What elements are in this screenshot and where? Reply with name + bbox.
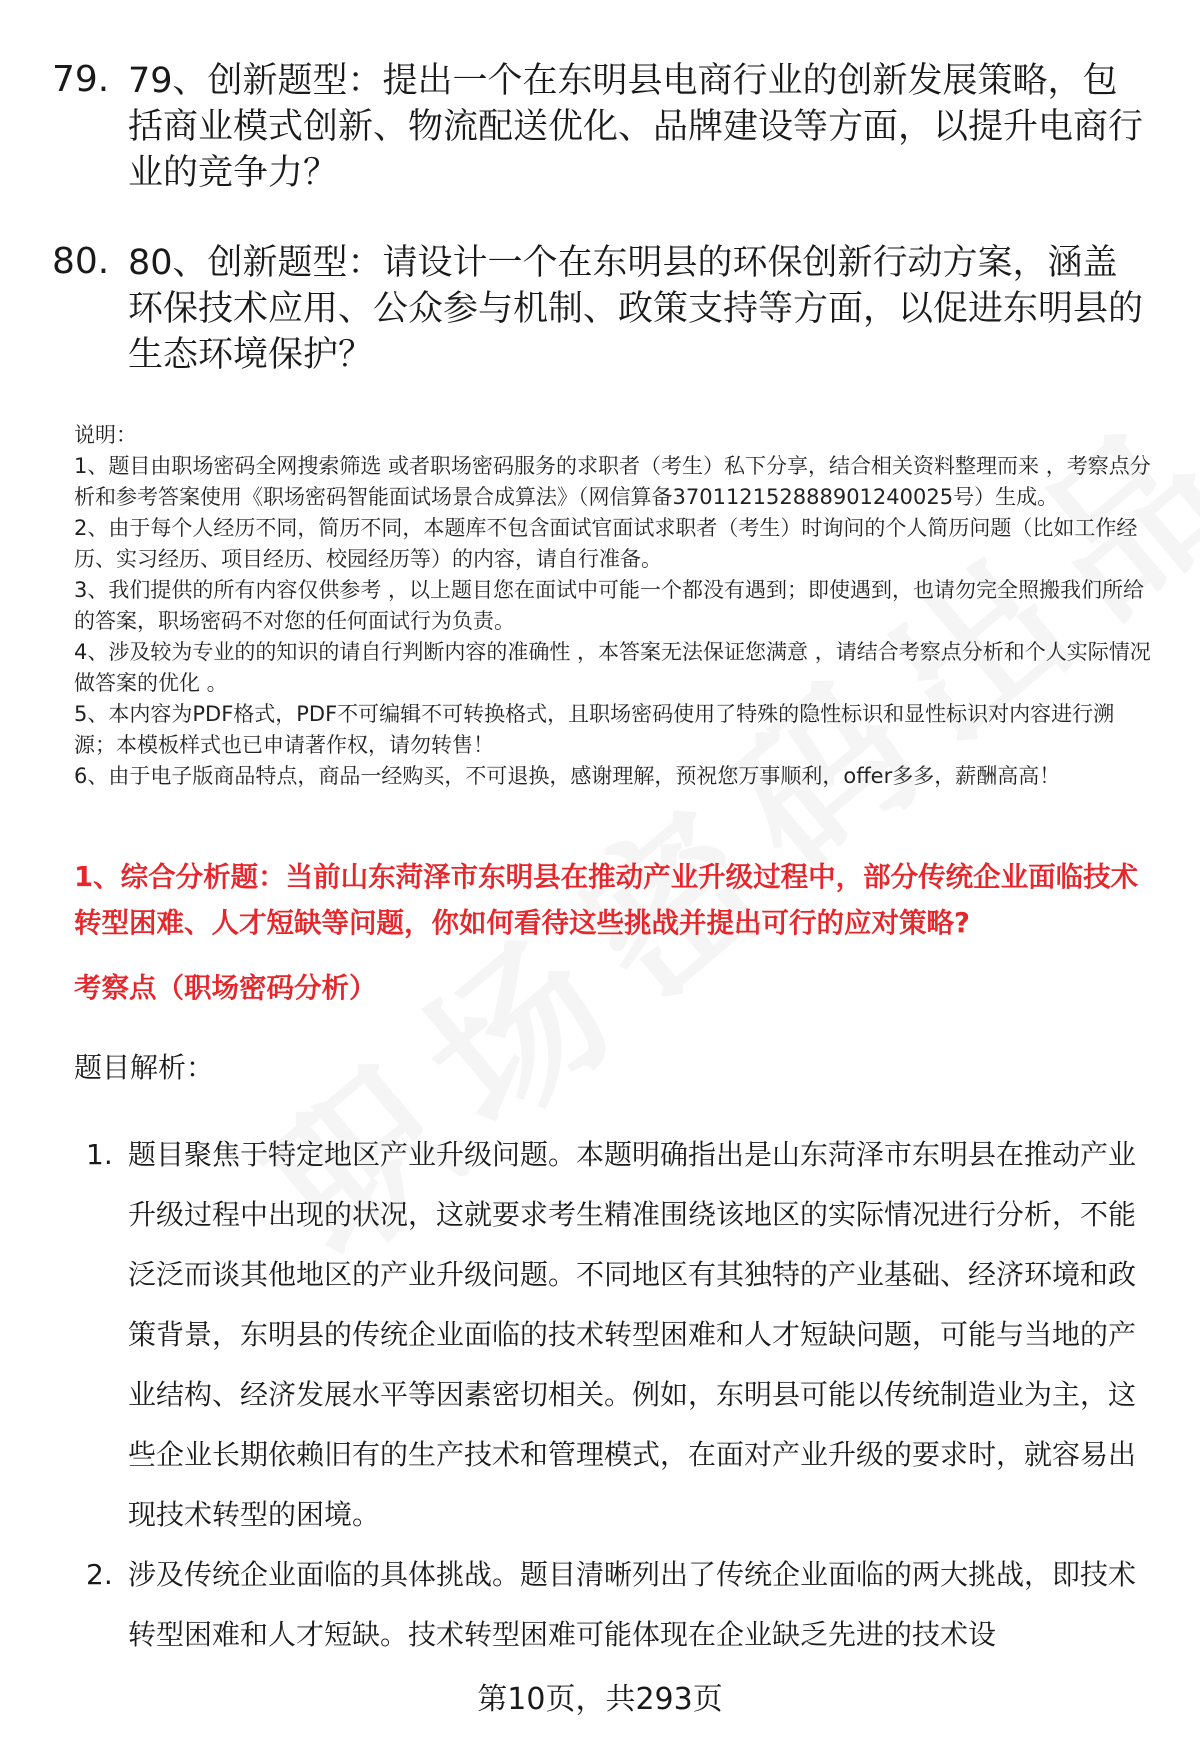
note-item: 2、由于每个人经历不同，简历不同，本题库不包含面试官面试求职者（考生）时询问的个人简历问题（比如工作经历、实习经历、项目经历、校园经历等）的内容，请自行准备。 [74,516,1138,571]
note-item: 6、由于电子版商品特点，商品一经购买，不可退换，感谢理解，预祝您万事顺利，offer多多，薪酬高高！ [74,764,1061,788]
item-text: 题目聚焦于特定地区产业升级问题。本题明确指出是山东菏泽市东明县在推动产业升级过程中出现的状况，这就要求考生精准围绕该地区的实际情况进行分析，不能泛泛而谈其他地区的产业升级问题。不同地区有其独特的产业基础、经济环境和政策背景，东明县的传统企业面临的技术转型困难和人才短缺问题，可能与当地的产业结构、经济发展水平等因素密切相关。例如，东明县可能以传统制造业为主，这些企业长期依赖旧有的生产技术和管理模式，在面对产业升级的要求时，就容易出现技术转型的困境。 [128,1138,1137,1531]
item-number: 2. [86,1558,113,1591]
main-question: 1、综合分析题：当前山东菏泽市东明县在推动产业升级过程中，部分传统企业面临技术转型困难、人才短缺等问题，你如何看待这些挑战并提出可行的应对策略? [74,861,1139,939]
note-item: 1、题目由职场密码全网搜索筛选 或者职场密码服务的求职者（考生）私下分享，结合相关资料整理而来 ，考察点分析和参考答案使用《职场密码智能面试场景合成算法》（网信算备370112152888901240025号）生成。 [74,454,1151,509]
sub-heading: 题目解析： [74,1051,215,1084]
page-footer: 第10页，共293页 [477,1682,723,1717]
question-text: 80、创新题型：请设计一个在东明县的环保创新行动方案，涵盖环保技术应用、公众参与机制、政策支持等方面，以促进东明县的生态环境保护？ [128,243,1144,375]
item-text: 涉及传统企业面临的具体挑战。题目清晰列出了传统企业面临的两大挑战，即技术转型困难和人才短缺。技术转型困难可能体现在企业缺乏先进的技术设 [128,1558,1137,1651]
analysis-heading: 考察点（职场密码分析） [74,972,377,1004]
item-number: 1. [86,1138,113,1171]
question-number: 80. [52,241,110,282]
question-number: 79. [52,59,110,100]
note-item: 4、涉及较为专业的的知识的请自行判断内容的准确性 ，本答案无法保证您满意 ，请结合考察点分析和个人实际情况做答案的优化 。 [74,640,1151,695]
notes-title: 说明： [74,423,137,447]
question-text: 79、创新题型：提出一个在东明县电商行业的创新发展策略，包括商业模式创新、物流配送优化、品牌建设等方面，以提升电商行业的竞争力？ [128,61,1144,193]
note-item: 3、我们提供的所有内容仅供参考 ，以上题目您在面试中可能一个都没有遇到；即使遇到，也请勿完全照搬我们所给的答案，职场密码不对您的任何面试行为负责。 [74,578,1145,633]
notes-section [74,420,1154,792]
note-item: 5、本内容为PDF格式，PDF不可编辑不可转换格式，且职场密码使用了特殊的隐性标识和显性标识对内容进行溯源；本模板样式也已申请著作权，请勿转售！ [74,702,1115,757]
